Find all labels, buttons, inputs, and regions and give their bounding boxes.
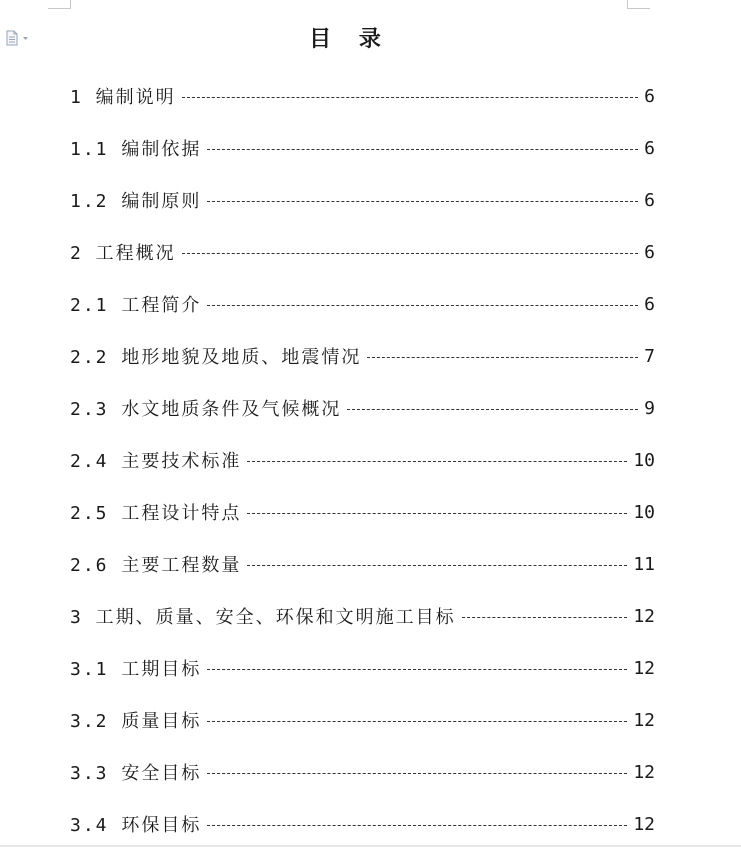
toc-leader — [207, 201, 638, 202]
toc-entry-label: 2 工程概况 — [70, 243, 176, 264]
toc-entry-label: 2.4 主要技术标准 — [70, 451, 242, 472]
toc-entry-page: 6 — [644, 85, 655, 107]
toc-entry[interactable] — [70, 278, 655, 330]
toc-entry-label: 1 编制说明 — [70, 87, 176, 108]
toc-entry-label: 3.1 工期目标 — [70, 659, 202, 680]
toc-leader — [207, 305, 638, 306]
toc-leader — [207, 149, 638, 150]
toc-entry-page: 9 — [644, 397, 655, 419]
toc-entry[interactable] — [70, 642, 655, 694]
crop-mark-top-left — [48, 0, 71, 9]
toc-leader — [247, 513, 627, 514]
toc-entry[interactable] — [70, 226, 655, 278]
toc-entry[interactable] — [70, 174, 655, 226]
toc-entry-label: 2.5 工程设计特点 — [70, 503, 242, 524]
toc-entry-page: 10 — [633, 449, 655, 471]
toc-entry[interactable] — [70, 486, 655, 538]
toc-leader — [207, 773, 627, 774]
toc-leader — [247, 565, 627, 566]
toc-entry-page: 6 — [644, 241, 655, 263]
toc-entry[interactable] — [70, 694, 655, 746]
toc-leader — [462, 617, 628, 618]
toc-entry-page: 7 — [644, 345, 655, 367]
toc-entry[interactable] — [70, 798, 655, 847]
toc-entry[interactable] — [70, 538, 655, 590]
toc-leader — [367, 357, 638, 358]
toc-entry-label: 1.2 编制原则 — [70, 191, 202, 212]
toc-entry-label: 3.2 质量目标 — [70, 711, 202, 732]
toc-entry-label: 2.3 水文地质条件及气候概况 — [70, 399, 342, 420]
toc-entry[interactable] — [70, 746, 655, 798]
toc-leader — [247, 461, 627, 462]
toc-entry-page: 10 — [633, 501, 655, 523]
toc-entry[interactable] — [70, 122, 655, 174]
table-of-contents — [70, 70, 655, 847]
toc-entry-label: 2.2 地形地貌及地质、地震情况 — [70, 347, 362, 368]
toc-entry-label: 3.3 安全目标 — [70, 763, 202, 784]
toc-leader — [207, 669, 627, 670]
toc-leader — [182, 97, 638, 98]
toc-entry-page: 6 — [644, 293, 655, 315]
toc-entry[interactable] — [70, 434, 655, 486]
toc-entry-page: 12 — [633, 761, 655, 783]
crop-mark-top-right — [627, 0, 650, 9]
toc-entry[interactable] — [70, 70, 655, 122]
toc-entry[interactable] — [70, 590, 655, 642]
toc-entry-page: 12 — [633, 605, 655, 627]
toc-entry-label: 1.1 编制依据 — [70, 139, 202, 160]
toc-entry-page: 11 — [633, 553, 655, 575]
toc-leader — [347, 409, 638, 410]
toc-entry[interactable] — [70, 330, 655, 382]
toc-leader — [207, 825, 627, 826]
toc-entry-label: 3 工期、质量、安全、环保和文明施工目标 — [70, 607, 456, 628]
toc-entry-label: 2.1 工程简介 — [70, 295, 202, 316]
toc-entry-page: 6 — [644, 189, 655, 211]
toc-leader — [182, 253, 638, 254]
toc-entry-label: 2.6 主要工程数量 — [70, 555, 242, 576]
toc-entry-page: 12 — [633, 709, 655, 731]
toc-entry-page: 12 — [633, 813, 655, 835]
toc-entry[interactable] — [70, 382, 655, 434]
toc-entry-label: 3.4 环保目标 — [70, 815, 202, 836]
toc-entry-page: 6 — [644, 137, 655, 159]
toc-leader — [207, 721, 627, 722]
toc-title: 目 录 — [309, 26, 391, 52]
toc-entry-page: 12 — [633, 657, 655, 679]
